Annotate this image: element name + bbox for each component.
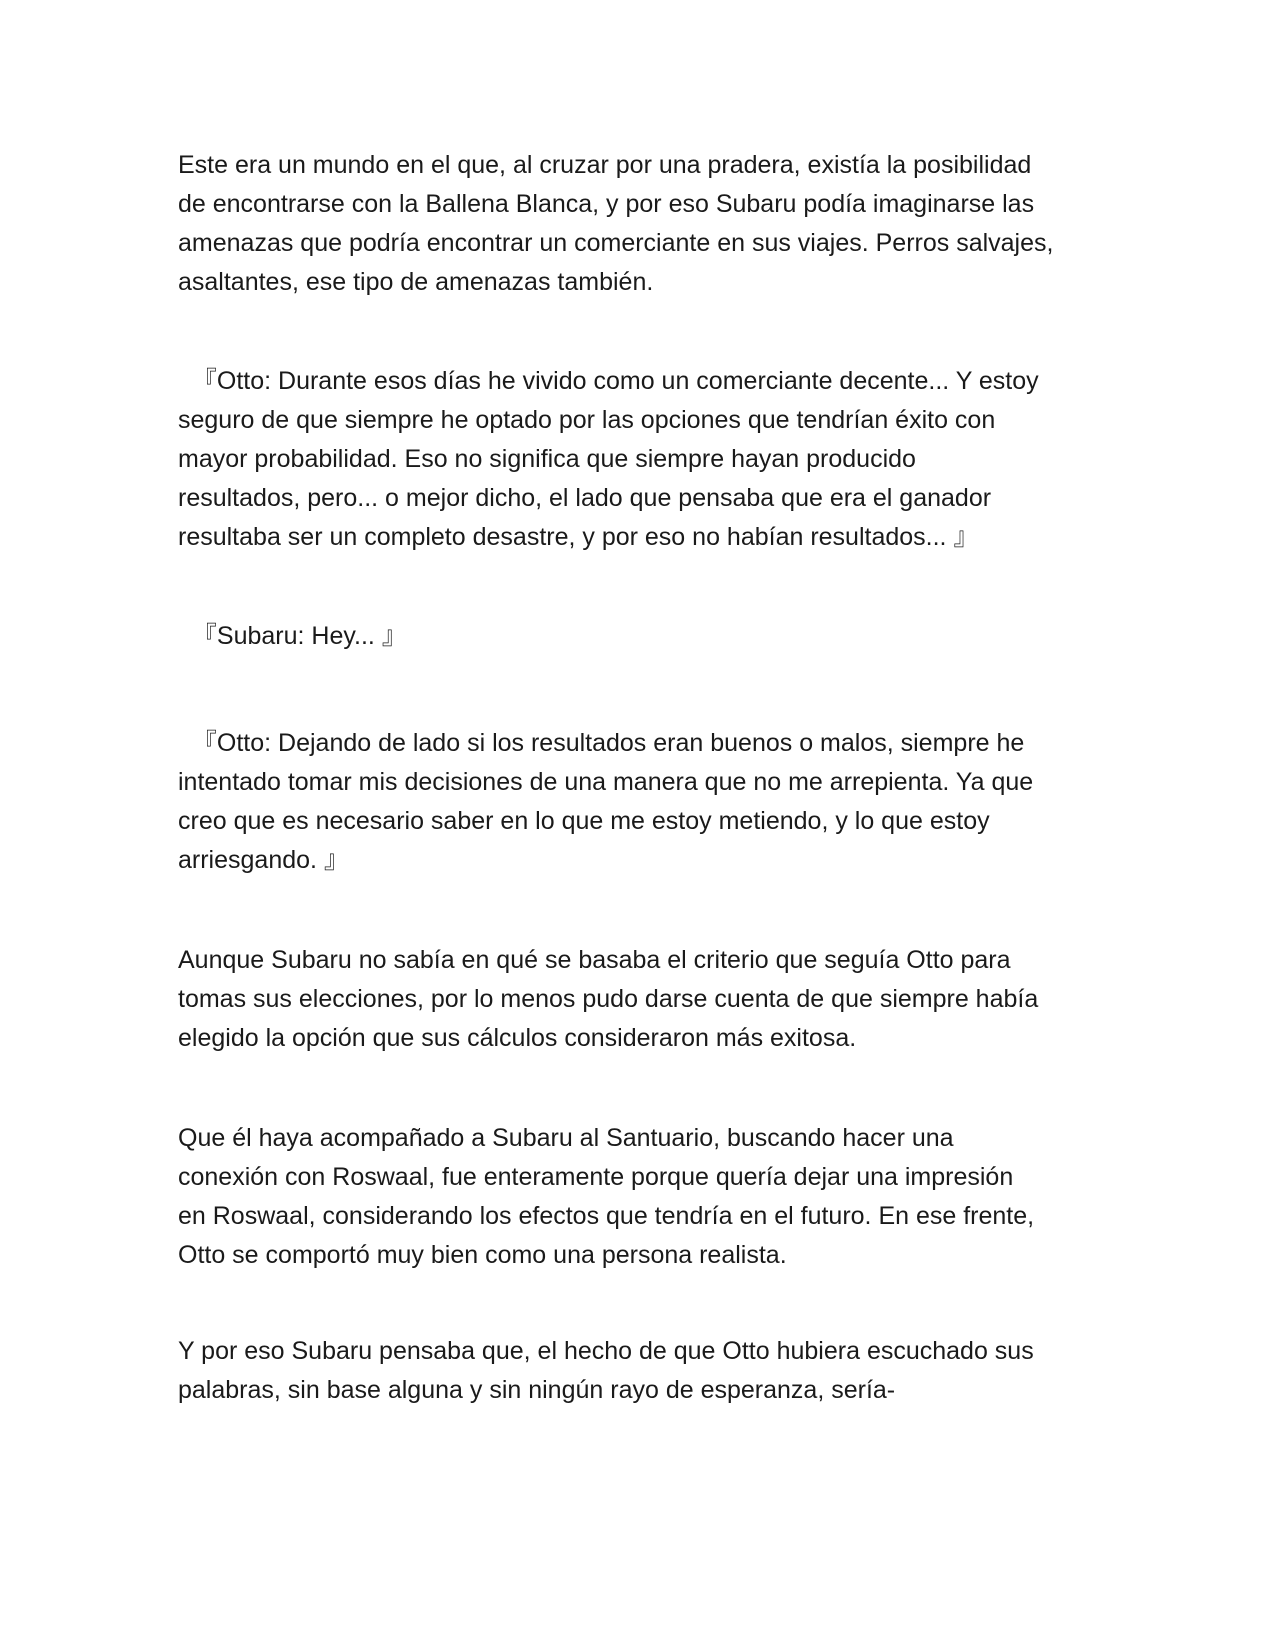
- paragraph-narration-1: Este era un mundo en el que, al cruzar por una pradera, existía la posibilidad de encontrarse con la Ballena Blanca, y por eso Subaru podía imaginarse las amenazas que podría encontrar un comerciante en sus viajes. Perros salvajes, asaltantes, ese tipo de amenazas también.: [178, 151, 1054, 296]
- paragraph-narration-4: Y por eso Subaru pensaba que, el hecho de que Otto hubiera escuchado sus palabras, sin base alguna y sin ningún rayo de esperanza, sería-: [178, 1337, 1034, 1404]
- paragraph-narration-2: Aunque Subaru no sabía en qué se basaba el criterio que seguía Otto para tomas sus elecciones, por lo menos pudo darse cuenta de que siempre había elegido la opción que sus cálculos consideraron más exitosa.: [178, 946, 1039, 1052]
- paragraph-dialogue-otto-1: 『Otto: Durante esos días he vivido como un comerciante decente... Y estoy seguro de que siempre he optado por las opciones que tendrían éxito con mayor probabilidad. Eso no significa que siempre hayan producido resultados, pero... o mejor dicho, el lado que pensaba que era el ganador resultaba ser un completo desastre, y por eso no habían resultados... 』: [178, 367, 1039, 551]
- paragraph-dialogue-otto-2: 『Otto: Dejando de lado si los resultados eran buenos o malos, siempre he intentado tomar mis decisiones de una manera que no me arrepienta. Ya que creo que es necesario saber en lo que me estoy metiendo, y lo que estoy arriesgando. 』: [178, 729, 1034, 874]
- paragraph-dialogue-subaru: 『Subaru: Hey... 』: [178, 622, 407, 650]
- paragraph-narration-3: Que él haya acompañado a Subaru al Santuario, buscando hacer una conexión con Roswaal, fue enteramente porque quería dejar una impresión en Roswaal, considerando los efectos que tendría en el futuro. En ese frente, Otto se comportó muy bien como una persona realista.: [178, 1124, 1035, 1269]
